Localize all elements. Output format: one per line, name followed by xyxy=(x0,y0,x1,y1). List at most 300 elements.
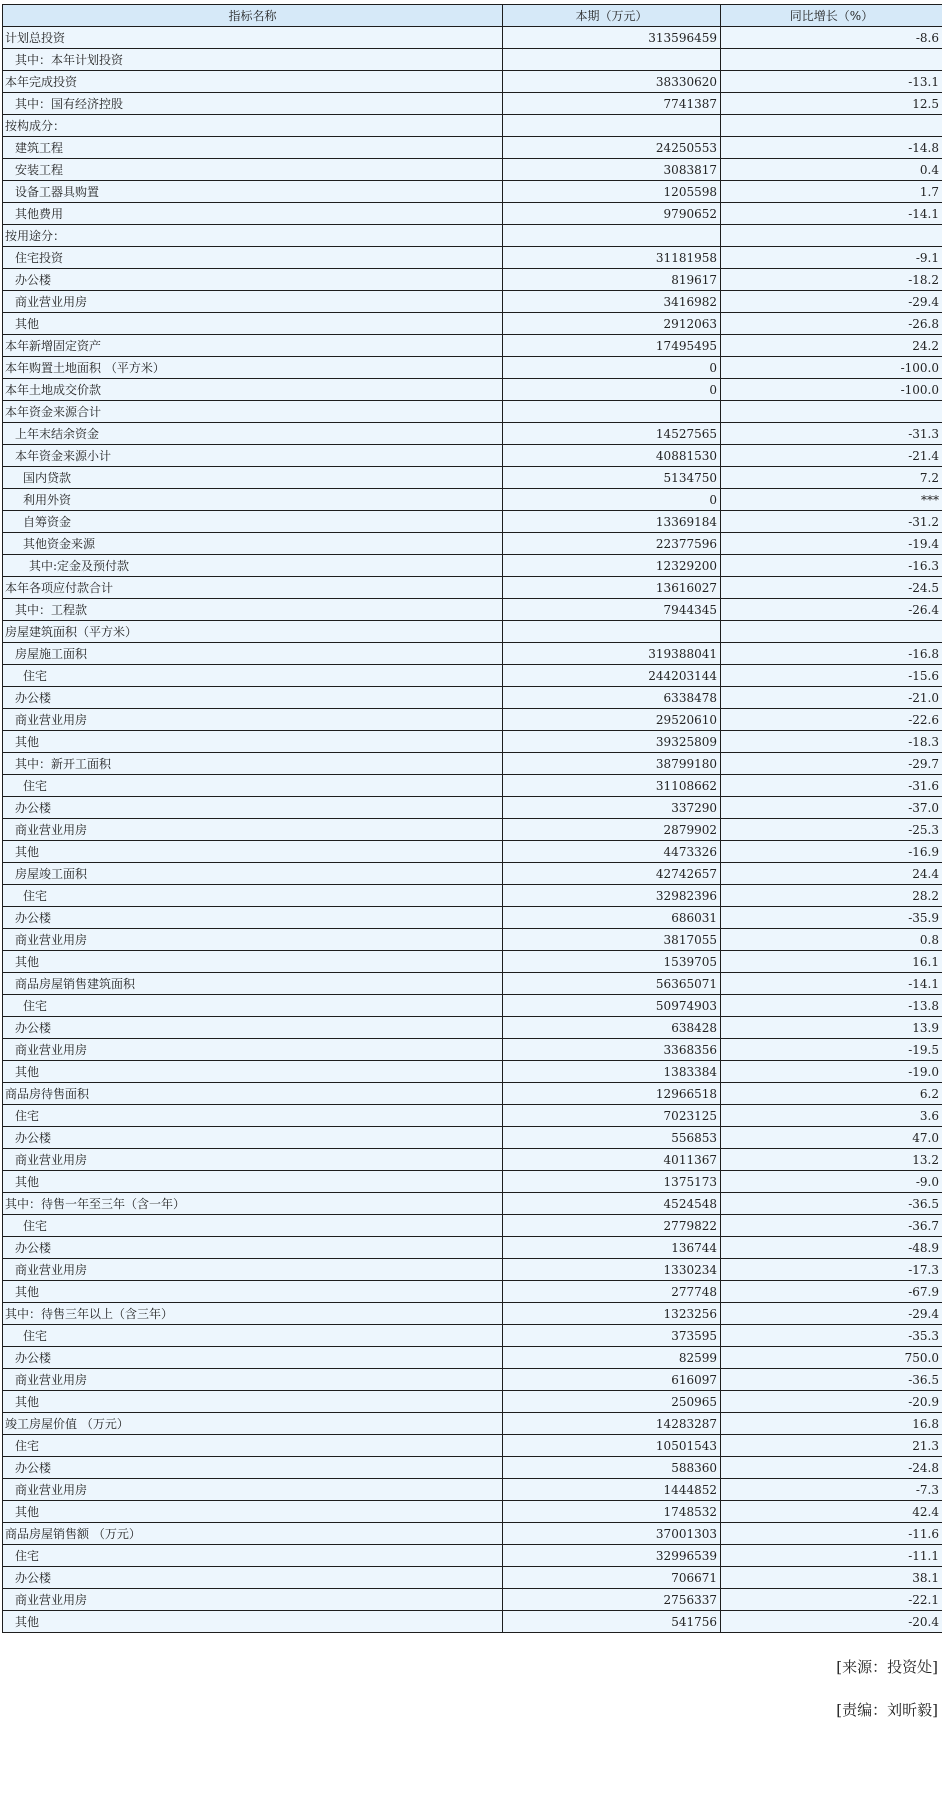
current-value-cell: 38799180 xyxy=(503,753,721,775)
table-row xyxy=(3,1281,942,1303)
growth-cell: -31.2 xyxy=(721,511,942,533)
table-row xyxy=(3,665,942,687)
header-row xyxy=(3,5,942,27)
table-body xyxy=(3,27,942,1633)
indicator-name-cell: 住宅 xyxy=(3,1105,503,1127)
current-value-cell: 12329200 xyxy=(503,555,721,577)
table-row xyxy=(3,225,942,247)
indicator-name-cell: 商品房屋销售建筑面积 xyxy=(3,973,503,995)
table-row xyxy=(3,1149,942,1171)
current-value-cell: 39325809 xyxy=(503,731,721,753)
table-row xyxy=(3,555,942,577)
indicator-name-cell: 办公楼 xyxy=(3,1127,503,1149)
indicator-name-cell: 按构成分： xyxy=(3,115,503,137)
table-row xyxy=(3,797,942,819)
current-value-cell: 42742657 xyxy=(503,863,721,885)
growth-cell: 16.8 xyxy=(721,1413,942,1435)
growth-cell: 7.2 xyxy=(721,467,942,489)
indicator-name-cell: 房屋竣工面积 xyxy=(3,863,503,885)
indicator-name-cell: 商业营业用房 xyxy=(3,709,503,731)
growth-cell: -20.9 xyxy=(721,1391,942,1413)
growth-cell xyxy=(721,49,942,71)
table-row xyxy=(3,1479,942,1501)
table-row xyxy=(3,1325,942,1347)
indicator-name-cell: 其中：待售一年至三年（含一年） xyxy=(3,1193,503,1215)
table-row xyxy=(3,511,942,533)
current-value-cell: 1539705 xyxy=(503,951,721,973)
growth-cell: 38.1 xyxy=(721,1567,942,1589)
current-value-cell xyxy=(503,621,721,643)
growth-cell: -16.8 xyxy=(721,643,942,665)
growth-cell: -19.4 xyxy=(721,533,942,555)
growth-cell: -8.6 xyxy=(721,27,942,49)
current-value-cell: 4011367 xyxy=(503,1149,721,1171)
table-row xyxy=(3,995,942,1017)
indicator-name-cell: 办公楼 xyxy=(3,1347,503,1369)
indicator-name-cell: 本年各项应付款合计 xyxy=(3,577,503,599)
table-row xyxy=(3,973,942,995)
table-row xyxy=(3,1413,942,1435)
current-value-cell: 32996539 xyxy=(503,1545,721,1567)
indicator-name-cell: 其他费用 xyxy=(3,203,503,225)
growth-cell: -19.0 xyxy=(721,1061,942,1083)
indicator-name-cell: 其他资金来源 xyxy=(3,533,503,555)
current-value-cell xyxy=(503,225,721,247)
table-row xyxy=(3,1259,942,1281)
table-row xyxy=(3,1061,942,1083)
growth-cell: -16.9 xyxy=(721,841,942,863)
table-row xyxy=(3,423,942,445)
growth-cell: 47.0 xyxy=(721,1127,942,1149)
growth-cell: -48.9 xyxy=(721,1237,942,1259)
growth-cell: 3.6 xyxy=(721,1105,942,1127)
current-value-cell: 313596459 xyxy=(503,27,721,49)
growth-cell: -18.2 xyxy=(721,269,942,291)
growth-cell: 42.4 xyxy=(721,1501,942,1523)
growth-cell: -22.1 xyxy=(721,1589,942,1611)
indicator-name-cell: 其他 xyxy=(3,841,503,863)
indicator-name-cell: 商业营业用房 xyxy=(3,1149,503,1171)
table-row xyxy=(3,1105,942,1127)
indicator-name-cell: 其中：本年计划投资 xyxy=(3,49,503,71)
table-row xyxy=(3,1523,942,1545)
current-value-cell: 319388041 xyxy=(503,643,721,665)
current-value-cell: 337290 xyxy=(503,797,721,819)
growth-cell: 13.9 xyxy=(721,1017,942,1039)
table-row xyxy=(3,357,942,379)
indicator-name-cell: 其中：国有经济控股 xyxy=(3,93,503,115)
table-row xyxy=(3,1017,942,1039)
indicator-name-cell: 其他 xyxy=(3,951,503,973)
growth-cell: -31.6 xyxy=(721,775,942,797)
table-row xyxy=(3,1303,942,1325)
current-value-cell: 1323256 xyxy=(503,1303,721,1325)
table-row xyxy=(3,775,942,797)
current-value-cell: 7023125 xyxy=(503,1105,721,1127)
current-value-cell: 29520610 xyxy=(503,709,721,731)
indicator-name-cell: 其他 xyxy=(3,313,503,335)
table-row xyxy=(3,1589,942,1611)
indicator-name-cell: 其中：工程款 xyxy=(3,599,503,621)
growth-cell: -29.4 xyxy=(721,1303,942,1325)
current-value-cell: 250965 xyxy=(503,1391,721,1413)
current-value-cell: 7741387 xyxy=(503,93,721,115)
growth-cell: -9.0 xyxy=(721,1171,942,1193)
current-value-cell: 9790652 xyxy=(503,203,721,225)
indicator-name-cell: 办公楼 xyxy=(3,687,503,709)
indicator-name-cell: 住宅 xyxy=(3,775,503,797)
table-row xyxy=(3,27,942,49)
current-value-cell: 0 xyxy=(503,489,721,511)
growth-cell: -37.0 xyxy=(721,797,942,819)
table-row xyxy=(3,907,942,929)
indicator-name-cell: 商业营业用房 xyxy=(3,1589,503,1611)
header-yoy-growth: 同比增长（%） xyxy=(721,5,942,27)
current-value-cell: 3416982 xyxy=(503,291,721,313)
indicator-name-cell: 住宅 xyxy=(3,995,503,1017)
indicator-name-cell: 自筹资金 xyxy=(3,511,503,533)
growth-cell: -7.3 xyxy=(721,1479,942,1501)
growth-cell: -14.8 xyxy=(721,137,942,159)
current-value-cell: 24250553 xyxy=(503,137,721,159)
current-value-cell: 4524548 xyxy=(503,1193,721,1215)
table-row xyxy=(3,1171,942,1193)
growth-cell: 750.0 xyxy=(721,1347,942,1369)
current-value-cell: 3817055 xyxy=(503,929,721,951)
indicator-name-cell: 计划总投资 xyxy=(3,27,503,49)
table-row xyxy=(3,687,942,709)
growth-cell: -9.1 xyxy=(721,247,942,269)
current-value-cell: 638428 xyxy=(503,1017,721,1039)
table-row xyxy=(3,49,942,71)
indicator-name-cell: 商业营业用房 xyxy=(3,1479,503,1501)
indicator-name-cell: 其中：新开工面积 xyxy=(3,753,503,775)
current-value-cell: 38330620 xyxy=(503,71,721,93)
indicator-name-cell: 商品房屋销售额 （万元） xyxy=(3,1523,503,1545)
growth-cell xyxy=(721,115,942,137)
indicator-name-cell: 本年购置土地面积 （平方米） xyxy=(3,357,503,379)
current-value-cell xyxy=(503,401,721,423)
growth-cell: -18.3 xyxy=(721,731,942,753)
growth-cell: -26.8 xyxy=(721,313,942,335)
table-row xyxy=(3,269,942,291)
growth-cell: -26.4 xyxy=(721,599,942,621)
indicator-name-cell: 商业营业用房 xyxy=(3,929,503,951)
growth-cell: 6.2 xyxy=(721,1083,942,1105)
indicator-name-cell: 住宅 xyxy=(3,665,503,687)
growth-cell: -36.5 xyxy=(721,1369,942,1391)
current-value-cell: 373595 xyxy=(503,1325,721,1347)
table-row xyxy=(3,1391,942,1413)
growth-cell: -21.0 xyxy=(721,687,942,709)
indicator-name-cell: 设备工器具购置 xyxy=(3,181,503,203)
table-row xyxy=(3,753,942,775)
table-row xyxy=(3,71,942,93)
growth-cell: 24.2 xyxy=(721,335,942,357)
table-row xyxy=(3,951,942,973)
current-value-cell: 13616027 xyxy=(503,577,721,599)
table-row xyxy=(3,1369,942,1391)
table-row xyxy=(3,313,942,335)
table-row xyxy=(3,1501,942,1523)
current-value-cell: 1205598 xyxy=(503,181,721,203)
indicator-name-cell: 商品房待售面积 xyxy=(3,1083,503,1105)
growth-cell: -25.3 xyxy=(721,819,942,841)
indicator-name-cell: 住宅 xyxy=(3,1545,503,1567)
indicator-name-cell: 房屋建筑面积（平方米） xyxy=(3,621,503,643)
table-row xyxy=(3,621,942,643)
current-value-cell: 556853 xyxy=(503,1127,721,1149)
growth-cell xyxy=(721,401,942,423)
indicator-name-cell: 其他 xyxy=(3,1281,503,1303)
table-row xyxy=(3,467,942,489)
indicator-name-cell: 国内贷款 xyxy=(3,467,503,489)
table-row xyxy=(3,1347,942,1369)
table-row xyxy=(3,643,942,665)
table-row xyxy=(3,115,942,137)
table-row xyxy=(3,489,942,511)
growth-cell: -29.4 xyxy=(721,291,942,313)
indicator-name-cell: 住宅 xyxy=(3,1325,503,1347)
table-row xyxy=(3,379,942,401)
indicator-name-cell: 其他 xyxy=(3,1171,503,1193)
growth-cell: 24.4 xyxy=(721,863,942,885)
current-value-cell: 37001303 xyxy=(503,1523,721,1545)
growth-cell: -11.1 xyxy=(721,1545,942,1567)
indicator-name-cell: 其中:定金及预付款 xyxy=(3,555,503,577)
indicator-name-cell: 本年新增固定资产 xyxy=(3,335,503,357)
current-value-cell: 2879902 xyxy=(503,819,721,841)
growth-cell: -17.3 xyxy=(721,1259,942,1281)
growth-cell: -14.1 xyxy=(721,203,942,225)
current-value-cell: 686031 xyxy=(503,907,721,929)
current-value-cell: 5134750 xyxy=(503,467,721,489)
indicator-name-cell: 商业营业用房 xyxy=(3,1039,503,1061)
growth-cell: 21.3 xyxy=(721,1435,942,1457)
indicator-name-cell: 住宅 xyxy=(3,1215,503,1237)
indicator-name-cell: 本年完成投资 xyxy=(3,71,503,93)
table-row xyxy=(3,1545,942,1567)
indicator-name-cell: 本年土地成交价款 xyxy=(3,379,503,401)
growth-cell: -11.6 xyxy=(721,1523,942,1545)
current-value-cell: 1383384 xyxy=(503,1061,721,1083)
current-value-cell: 706671 xyxy=(503,1567,721,1589)
indicator-name-cell: 利用外资 xyxy=(3,489,503,511)
current-value-cell: 1330234 xyxy=(503,1259,721,1281)
table-row xyxy=(3,1193,942,1215)
growth-cell: 1.7 xyxy=(721,181,942,203)
growth-cell: 0.8 xyxy=(721,929,942,951)
indicator-name-cell: 安装工程 xyxy=(3,159,503,181)
current-value-cell: 2779822 xyxy=(503,1215,721,1237)
current-value-cell: 2912063 xyxy=(503,313,721,335)
table-row xyxy=(3,841,942,863)
current-value-cell: 14283287 xyxy=(503,1413,721,1435)
current-value-cell: 616097 xyxy=(503,1369,721,1391)
current-value-cell: 244203144 xyxy=(503,665,721,687)
current-value-cell: 7944345 xyxy=(503,599,721,621)
indicator-name-cell: 办公楼 xyxy=(3,907,503,929)
table-row xyxy=(3,819,942,841)
table-row xyxy=(3,929,942,951)
indicator-name-cell: 竣工房屋价值 （万元） xyxy=(3,1413,503,1435)
current-value-cell: 541756 xyxy=(503,1611,721,1633)
growth-cell: 28.2 xyxy=(721,885,942,907)
table-row xyxy=(3,401,942,423)
growth-cell: -35.3 xyxy=(721,1325,942,1347)
table-row xyxy=(3,885,942,907)
table-row xyxy=(3,1127,942,1149)
indicator-name-cell: 建筑工程 xyxy=(3,137,503,159)
table-header xyxy=(3,5,942,27)
table-row xyxy=(3,181,942,203)
indicator-name-cell: 商业营业用房 xyxy=(3,819,503,841)
current-value-cell: 4473326 xyxy=(503,841,721,863)
growth-cell xyxy=(721,225,942,247)
growth-cell: -24.8 xyxy=(721,1457,942,1479)
growth-cell: -15.6 xyxy=(721,665,942,687)
table-row xyxy=(3,1435,942,1457)
indicator-name-cell: 办公楼 xyxy=(3,1237,503,1259)
investment-stats-table xyxy=(2,4,942,1633)
current-value-cell: 14527565 xyxy=(503,423,721,445)
current-value-cell: 50974903 xyxy=(503,995,721,1017)
current-value-cell: 22377596 xyxy=(503,533,721,555)
growth-cell: 13.2 xyxy=(721,1149,942,1171)
growth-cell: -21.4 xyxy=(721,445,942,467)
editor-note: [责编：刘昕毅] xyxy=(836,1701,938,1719)
indicator-name-cell: 住宅 xyxy=(3,1435,503,1457)
table-row xyxy=(3,247,942,269)
growth-cell: -13.1 xyxy=(721,71,942,93)
table-row xyxy=(3,203,942,225)
source-note: [来源：投资处] xyxy=(836,1658,938,1676)
current-value-cell: 31181958 xyxy=(503,247,721,269)
growth-cell xyxy=(721,621,942,643)
current-value-cell: 136744 xyxy=(503,1237,721,1259)
growth-cell: 12.5 xyxy=(721,93,942,115)
indicator-name-cell: 办公楼 xyxy=(3,1457,503,1479)
indicator-name-cell: 住宅投资 xyxy=(3,247,503,269)
current-value-cell: 1444852 xyxy=(503,1479,721,1501)
table-row xyxy=(3,1237,942,1259)
current-value-cell: 0 xyxy=(503,379,721,401)
header-current-period: 本期（万元） xyxy=(503,5,721,27)
table-row xyxy=(3,731,942,753)
current-value-cell: 3368356 xyxy=(503,1039,721,1061)
growth-cell: -20.4 xyxy=(721,1611,942,1633)
growth-cell: 16.1 xyxy=(721,951,942,973)
table-row xyxy=(3,445,942,467)
table-row xyxy=(3,1039,942,1061)
table-row xyxy=(3,93,942,115)
table-row xyxy=(3,709,942,731)
growth-cell: -36.5 xyxy=(721,1193,942,1215)
table-row xyxy=(3,1215,942,1237)
indicator-name-cell: 办公楼 xyxy=(3,1017,503,1039)
indicator-name-cell: 其中：待售三年以上（含三年） xyxy=(3,1303,503,1325)
indicator-name-cell: 本年资金来源小计 xyxy=(3,445,503,467)
current-value-cell: 82599 xyxy=(503,1347,721,1369)
indicator-name-cell: 其他 xyxy=(3,1391,503,1413)
indicator-name-cell: 办公楼 xyxy=(3,797,503,819)
current-value-cell: 1375173 xyxy=(503,1171,721,1193)
current-value-cell: 588360 xyxy=(503,1457,721,1479)
current-value-cell: 12966518 xyxy=(503,1083,721,1105)
table-row xyxy=(3,1457,942,1479)
table-row xyxy=(3,863,942,885)
current-value-cell: 31108662 xyxy=(503,775,721,797)
current-value-cell: 56365071 xyxy=(503,973,721,995)
indicator-name-cell: 其他 xyxy=(3,1501,503,1523)
growth-cell: -67.9 xyxy=(721,1281,942,1303)
growth-cell: -19.5 xyxy=(721,1039,942,1061)
indicator-name-cell: 商业营业用房 xyxy=(3,1369,503,1391)
current-value-cell: 3083817 xyxy=(503,159,721,181)
table-row xyxy=(3,533,942,555)
current-value-cell xyxy=(503,115,721,137)
current-value-cell: 32982396 xyxy=(503,885,721,907)
indicator-name-cell: 按用途分： xyxy=(3,225,503,247)
indicator-name-cell: 房屋施工面积 xyxy=(3,643,503,665)
table-row xyxy=(3,159,942,181)
growth-cell: -31.3 xyxy=(721,423,942,445)
growth-cell: -16.3 xyxy=(721,555,942,577)
indicator-name-cell: 上年末结余资金 xyxy=(3,423,503,445)
table-row xyxy=(3,599,942,621)
growth-cell: -13.8 xyxy=(721,995,942,1017)
indicator-name-cell: 办公楼 xyxy=(3,1567,503,1589)
table-row xyxy=(3,577,942,599)
indicator-name-cell: 商业营业用房 xyxy=(3,291,503,313)
growth-cell: 0.4 xyxy=(721,159,942,181)
stats-table-container xyxy=(2,4,942,1633)
indicator-name-cell: 商业营业用房 xyxy=(3,1259,503,1281)
indicator-name-cell: 办公楼 xyxy=(3,269,503,291)
current-value-cell: 819617 xyxy=(503,269,721,291)
table-row xyxy=(3,1083,942,1105)
table-row xyxy=(3,137,942,159)
indicator-name-cell: 本年资金来源合计 xyxy=(3,401,503,423)
current-value-cell: 2756337 xyxy=(503,1589,721,1611)
header-indicator-name: 指标名称 xyxy=(3,5,503,27)
growth-cell: -35.9 xyxy=(721,907,942,929)
indicator-name-cell: 其他 xyxy=(3,1611,503,1633)
current-value-cell xyxy=(503,49,721,71)
table-row xyxy=(3,1611,942,1633)
indicator-name-cell: 其他 xyxy=(3,1061,503,1083)
current-value-cell: 13369184 xyxy=(503,511,721,533)
growth-cell: *** xyxy=(721,489,942,511)
current-value-cell: 40881530 xyxy=(503,445,721,467)
table-row xyxy=(3,335,942,357)
indicator-name-cell: 住宅 xyxy=(3,885,503,907)
growth-cell: -22.6 xyxy=(721,709,942,731)
current-value-cell: 6338478 xyxy=(503,687,721,709)
table-row xyxy=(3,1567,942,1589)
growth-cell: -100.0 xyxy=(721,357,942,379)
current-value-cell: 17495495 xyxy=(503,335,721,357)
growth-cell: -36.7 xyxy=(721,1215,942,1237)
indicator-name-cell: 其他 xyxy=(3,731,503,753)
current-value-cell: 1748532 xyxy=(503,1501,721,1523)
growth-cell: -24.5 xyxy=(721,577,942,599)
current-value-cell: 0 xyxy=(503,357,721,379)
growth-cell: -29.7 xyxy=(721,753,942,775)
current-value-cell: 277748 xyxy=(503,1281,721,1303)
growth-cell: -100.0 xyxy=(721,379,942,401)
growth-cell: -14.1 xyxy=(721,973,942,995)
